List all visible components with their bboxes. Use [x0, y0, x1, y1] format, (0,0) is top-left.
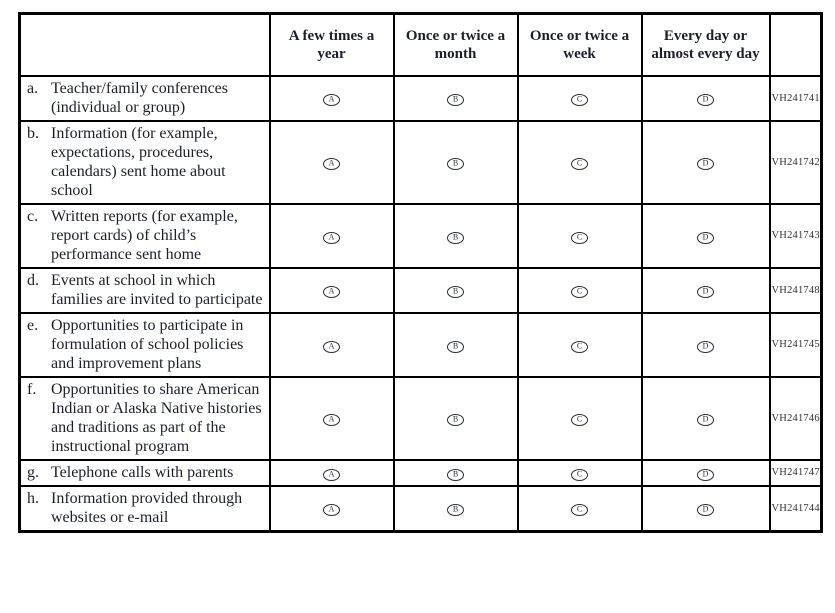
- column-header-once-twice-month: Once or twice a month: [394, 14, 518, 76]
- bubble-letter: B: [452, 504, 459, 514]
- table-row: [20, 121, 822, 204]
- item-code: VH241744: [770, 486, 822, 532]
- bubble-letter: D: [702, 286, 709, 296]
- column-header-once-twice-week: Once or twice a week: [518, 14, 642, 76]
- answer-bubble-a[interactable]: [323, 414, 340, 426]
- item-letter-prefix: a.: [27, 79, 39, 97]
- bubble-letter: B: [452, 158, 459, 168]
- option-cell-d: [642, 76, 770, 121]
- option-cell-a: [270, 121, 394, 204]
- bubble-letter: D: [702, 94, 709, 104]
- bubble-letter: A: [328, 504, 335, 514]
- answer-bubble-c[interactable]: [571, 469, 588, 481]
- answer-bubble-b[interactable]: [447, 504, 464, 516]
- option-cell-a: [270, 313, 394, 377]
- option-cell-a: [270, 377, 394, 460]
- item-label-cell: [20, 486, 270, 532]
- item-label-cell: [20, 204, 270, 268]
- bubble-letter: A: [328, 469, 335, 478]
- bubble-letter: C: [576, 469, 583, 478]
- option-cell-b: [394, 204, 518, 268]
- item-label-cell: [20, 268, 270, 313]
- option-cell-d: [642, 204, 770, 268]
- answer-bubble-c[interactable]: [571, 504, 588, 516]
- column-header-few-times-year: A few times a year: [270, 14, 394, 76]
- answer-bubble-d[interactable]: [697, 341, 714, 353]
- option-cell-c: [518, 76, 642, 121]
- table-row: [20, 313, 822, 377]
- bubble-letter: C: [576, 341, 583, 350]
- item-label-text: Opportunities to share American Indian or Alaska Native histories and traditions as part of the instructional program: [51, 380, 262, 455]
- option-cell-b: [394, 377, 518, 460]
- answer-bubble-a[interactable]: [323, 286, 340, 298]
- answer-bubble-b[interactable]: [447, 232, 464, 244]
- bubble-letter: D: [702, 158, 709, 168]
- bubble-letter: A: [328, 286, 335, 296]
- bubble-letter: D: [702, 469, 709, 478]
- frequency-survey-table: [18, 12, 823, 533]
- bubble-letter: D: [702, 341, 709, 350]
- item-letter-prefix: h.: [27, 489, 39, 507]
- option-cell-b: [394, 460, 518, 486]
- item-code: VH241748: [770, 268, 822, 313]
- option-cell-a: [270, 486, 394, 532]
- answer-bubble-b[interactable]: [447, 94, 464, 106]
- bubble-letter: C: [576, 158, 583, 168]
- bubble-letter: C: [576, 504, 583, 514]
- table-row: [20, 204, 822, 268]
- answer-bubble-d[interactable]: [697, 94, 714, 106]
- option-cell-c: [518, 460, 642, 486]
- item-letter-prefix: c.: [27, 207, 39, 225]
- item-label-cell: [20, 460, 270, 486]
- bubble-letter: C: [576, 94, 583, 104]
- header-item-column-blank: [20, 14, 270, 76]
- option-cell-a: [270, 204, 394, 268]
- answer-bubble-a[interactable]: [323, 232, 340, 244]
- answer-bubble-c[interactable]: [571, 286, 588, 298]
- answer-bubble-b[interactable]: [447, 286, 464, 298]
- option-cell-b: [394, 76, 518, 121]
- bubble-letter: B: [452, 469, 459, 478]
- option-cell-a: [270, 76, 394, 121]
- item-label-text: Information provided through websites or e-mail: [51, 489, 243, 526]
- answer-bubble-d[interactable]: [697, 414, 714, 426]
- bubble-letter: C: [576, 286, 583, 296]
- item-label-text: Events at school in which families are invited to participate: [51, 271, 263, 308]
- option-cell-d: [642, 313, 770, 377]
- item-label-cell: [20, 377, 270, 460]
- item-label-text: Written reports (for example, report cards) of child’s performance sent home: [51, 207, 238, 263]
- bubble-letter: B: [452, 286, 459, 296]
- option-cell-c: [518, 121, 642, 204]
- bubble-letter: B: [452, 414, 459, 424]
- answer-bubble-d[interactable]: [697, 504, 714, 516]
- item-label-text: Teacher/family conferences (individual or group): [51, 79, 228, 116]
- answer-bubble-d[interactable]: [697, 158, 714, 170]
- item-letter-prefix: b.: [27, 124, 39, 142]
- answer-bubble-a[interactable]: [323, 158, 340, 170]
- option-cell-b: [394, 486, 518, 532]
- bubble-letter: A: [328, 232, 335, 241]
- bubble-letter: D: [702, 504, 709, 514]
- option-cell-c: [518, 204, 642, 268]
- table-row: [20, 76, 822, 121]
- bubble-letter: D: [702, 414, 709, 424]
- item-code: VH241743: [770, 204, 822, 268]
- bubble-letter: B: [452, 94, 459, 104]
- answer-bubble-b[interactable]: [447, 414, 464, 426]
- item-code: VH241742: [770, 121, 822, 204]
- answer-bubble-d[interactable]: [697, 232, 714, 244]
- item-code: VH241741: [770, 76, 822, 121]
- item-label-cell: [20, 76, 270, 121]
- option-cell-a: [270, 268, 394, 313]
- answer-bubble-d[interactable]: [697, 469, 714, 481]
- answer-bubble-a[interactable]: [323, 504, 340, 516]
- answer-bubble-a[interactable]: [323, 469, 340, 481]
- table-row: [20, 486, 822, 532]
- item-letter-prefix: e.: [27, 316, 39, 334]
- option-cell-b: [394, 121, 518, 204]
- answer-bubble-b[interactable]: [447, 341, 464, 353]
- table-body: [20, 76, 822, 532]
- answer-bubble-c[interactable]: [571, 232, 588, 244]
- option-cell-d: [642, 486, 770, 532]
- item-letter-prefix: d.: [27, 271, 39, 289]
- item-code: VH241746: [770, 377, 822, 460]
- answer-bubble-c[interactable]: [571, 341, 588, 353]
- answer-bubble-a[interactable]: [323, 341, 340, 353]
- item-label-cell: [20, 313, 270, 377]
- option-cell-c: [518, 486, 642, 532]
- answer-bubble-b[interactable]: [447, 158, 464, 170]
- item-code: VH241745: [770, 313, 822, 377]
- option-cell-d: [642, 377, 770, 460]
- item-letter-prefix: f.: [27, 380, 37, 398]
- header-row: [20, 14, 822, 76]
- bubble-letter: C: [576, 232, 583, 241]
- option-cell-d: [642, 121, 770, 204]
- answer-bubble-c[interactable]: [571, 158, 588, 170]
- option-cell-c: [518, 377, 642, 460]
- bubble-letter: A: [328, 341, 335, 350]
- item-label-text: Opportunities to participate in formulation of school policies and improvement plans: [51, 316, 244, 372]
- bubble-letter: D: [702, 232, 709, 241]
- bubble-letter: B: [452, 341, 459, 350]
- bubble-letter: C: [576, 414, 583, 424]
- answer-bubble-b[interactable]: [447, 469, 464, 481]
- table-row: [20, 377, 822, 460]
- option-cell-b: [394, 268, 518, 313]
- bubble-letter: B: [452, 232, 459, 241]
- column-header-every-day: Every day or almost every day: [642, 14, 770, 76]
- item-label-text: Telephone calls with parents: [51, 463, 234, 481]
- option-cell-a: [270, 460, 394, 486]
- header-code-column-blank: [770, 14, 822, 76]
- table-row: [20, 460, 822, 486]
- bubble-letter: A: [328, 158, 335, 168]
- option-cell-d: [642, 268, 770, 313]
- option-cell-d: [642, 460, 770, 486]
- answer-bubble-a[interactable]: [323, 94, 340, 106]
- option-cell-c: [518, 313, 642, 377]
- answer-bubble-d[interactable]: [697, 286, 714, 298]
- answer-bubble-c[interactable]: [571, 414, 588, 426]
- item-label-text: Information (for example, expectations, procedures, calendars) sent home about school: [51, 124, 226, 199]
- answer-bubble-c[interactable]: [571, 94, 588, 106]
- bubble-letter: A: [328, 94, 335, 104]
- option-cell-c: [518, 268, 642, 313]
- item-code: VH241747: [770, 460, 822, 486]
- item-letter-prefix: g.: [27, 463, 39, 481]
- option-cell-b: [394, 313, 518, 377]
- bubble-letter: A: [328, 414, 335, 424]
- item-label-cell: [20, 121, 270, 204]
- table-row: [20, 268, 822, 313]
